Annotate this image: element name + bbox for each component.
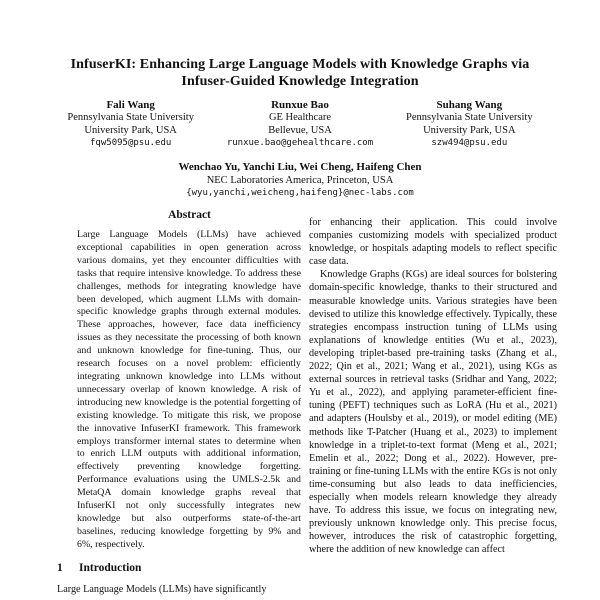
introduction-first-line: Large Language Models (LLMs) have significantly xyxy=(57,583,267,595)
paper-title-line1: InfuserKI: Enhancing Large Language Models with Knowledge Graphs via xyxy=(70,57,530,72)
author-affiliation-line2: University Park, USA xyxy=(84,124,177,136)
author-affiliation-line1: Pennsylvania State University xyxy=(67,112,194,123)
author-names-nec: Wenchao Yu, Yanchi Liu, Wei Cheng, Haifeng Chen xyxy=(178,161,422,173)
author-affiliation-line2: Bellevue, USA xyxy=(268,124,332,136)
left-column xyxy=(57,209,302,596)
section-1-heading xyxy=(57,561,302,575)
section-1-number: 1 xyxy=(57,561,63,574)
abstract-text: Large Language Models (LLMs) have achieved exceptional capabilities in open generation across various domains, yet they encounter difficulties with tasks that require intensive knowledge. To address these challenges, methods for integrating knowledge have been developed, which augment LLMs with domain-specific knowledge graphs through external modules. These approaches, however, face data inefficiency issues as they necessitate the processing of both known and unknown knowledge for fine-tuning. Thus, our research focuses on a novel problem: efficiently integrating unknown knowledge into LLMs without unnecessary overlap of known knowledge. A risk of introducing new knowledge is the potential forgetting of existing knowledge. To mitigate this risk, we propose the innovative InfuserKI framework. This framework employs transformer internal states to determine when to enrich LLM outputs with additional information, effectively preventing knowledge forgetting. Performance evaluations using the UMLS-2.5k and MetaQA domain knowledge graphs reveal that InfuserKI not only successfully integrates new knowledge but also outperforms state-of-the-art baselines, reducing knowledge forgetting by 9% and 6%, respectively. xyxy=(77,229,301,550)
author-email: szw494@psu.edu xyxy=(431,138,508,148)
author-name: Runxue Bao xyxy=(271,99,329,111)
section-1-title: Introduction xyxy=(79,561,142,574)
right-column-paragraph-2: Knowledge Graphs (KGs) are ideal sources for bolstering domain-specific knowledge, thanks to their structured and measurable knowledge units. Various strategies have been devised to utilize this knowledge effectively. Typically, these strategies encompass instruction tuning of LLMs using explanations of knowledge entities (Wu et al., 2023), developing triplet-based pre-training tasks (Zhang et al., 2022; Qin et al., 2021; Wang et al., 2021), using KGs as external sources in retrieval tasks (Sridhar and Yang, 2022; Yu et al., 2022), and applying parameter-efficient fine-tuning (PEFT) techniques such as LoRA (Hu et al., 2021) and adapters (Houlsby et al., 2019), or model editing (ME) methods like T-Patcher (Huang et al., 2023) to implement knowledge in a triplet-to-text format (Meng et al., 2021; Emelin et al., 2022; Dong et al., 2022). However, pre-training or fine-tuning LLMs with the entire KGs is not only time-consuming but also leads to data inefficiencies, especially when models relearn knowledge they already have. To address this issue, we focus on integrating new, previously unknown knowledge only. This precise focus, however, introduces the risk of catastrophic forgetting, where the addition of new knowledge can affect xyxy=(309,269,557,556)
author-block-suhang-wang xyxy=(385,99,554,149)
author-affiliation-line2: University Park, USA xyxy=(423,124,516,136)
author-email-nec: {wyu,yanchi,weicheng,haifeng}@nec-labs.com xyxy=(186,188,414,198)
author-email: fqw5095@psu.edu xyxy=(90,138,172,148)
author-name: Fali Wang xyxy=(106,99,155,111)
author-block-fali-wang xyxy=(46,99,215,149)
authors-row-1 xyxy=(46,99,554,149)
right-column-paragraph-1: for enhancing their application. This could involve companies customizing models with specialized product knowledge, or hospitals adapting models to reflect specific case data. xyxy=(309,217,557,268)
author-email: runxue.bao@gehealthcare.com xyxy=(226,138,374,148)
right-column xyxy=(309,216,557,556)
abstract-heading: Abstract xyxy=(168,209,211,221)
author-affiliation-line1: Pennsylvania State University xyxy=(406,112,533,123)
author-block-runxue-bao xyxy=(215,99,384,149)
paper-title-line2: Infuser-Guided Knowledge Integration xyxy=(181,74,419,89)
author-name: Suhang Wang xyxy=(436,99,503,111)
author-affiliation-line1: GE Healthcare xyxy=(268,112,332,123)
authors-row-2 xyxy=(0,161,600,199)
paper-title xyxy=(0,0,600,90)
author-affiliation-nec: NEC Laboratories America, Princeton, USA xyxy=(206,175,394,186)
